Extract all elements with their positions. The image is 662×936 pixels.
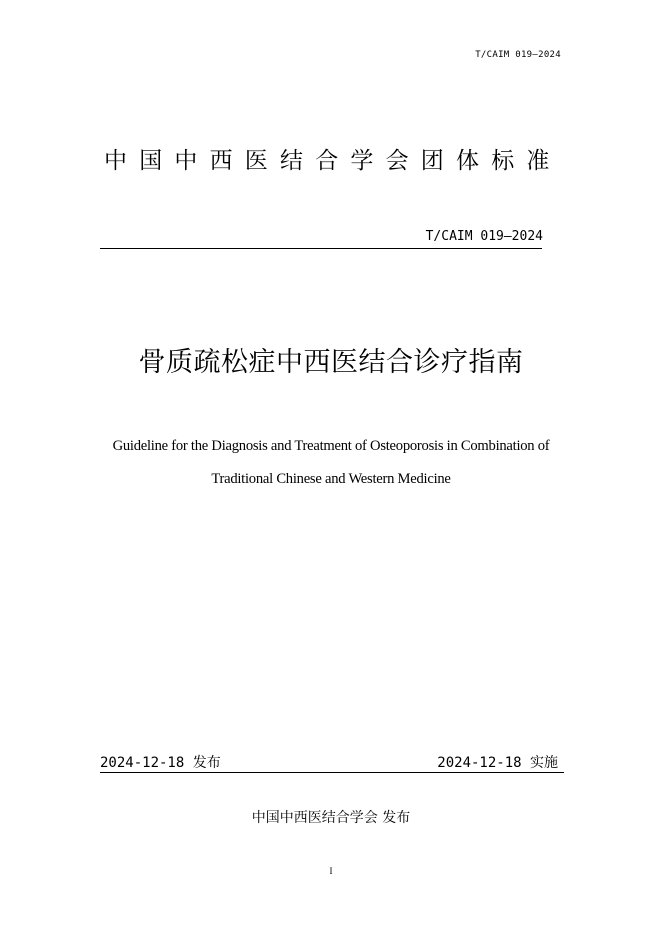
organization-standard-heading: 中国中西医结合学会团体标准 (104, 148, 562, 174)
release-date: 2024-12-18 发布 (100, 755, 221, 771)
implementation-date: 2024-12-18 实施 (437, 755, 558, 771)
english-title-line-1: Guideline for the Diagnosis and Treatment of Osteoporosis in Combination of (112, 438, 550, 454)
standard-number: T/CAIM 019—2024 (425, 229, 543, 244)
header-standard-code: T/CAIM 019—2024 (475, 50, 561, 60)
top-divider-line (100, 248, 542, 249)
publisher-line: 中国中西医结合学会 发布 (251, 810, 411, 826)
document-title-chinese: 骨质疏松症中西医结合诊疗指南 (138, 347, 524, 378)
page-number: I (329, 866, 333, 876)
english-title-line-2: Traditional Chinese and Western Medicine (211, 471, 451, 487)
document-title-english (60, 430, 602, 496)
bottom-divider-line (100, 772, 564, 773)
